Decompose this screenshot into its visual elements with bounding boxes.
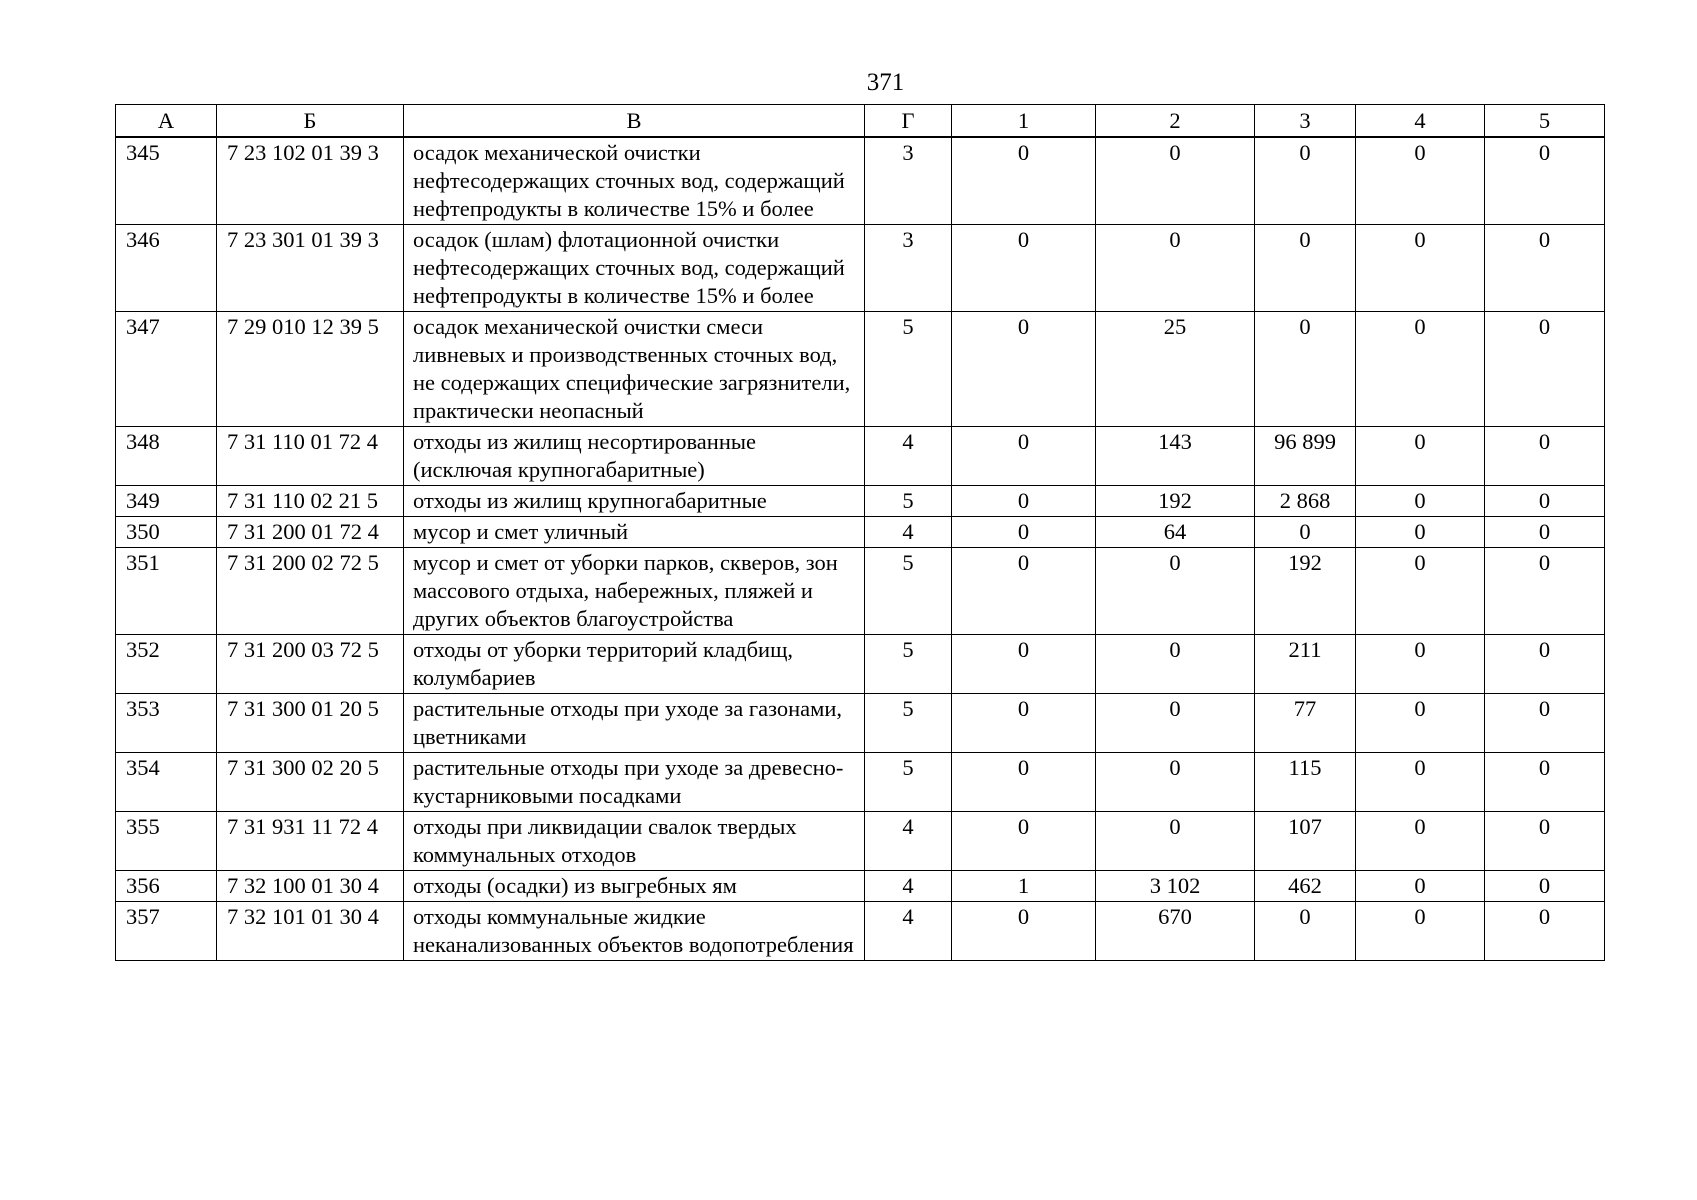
row-number-cell: 350 bbox=[116, 517, 217, 548]
value-cell-2: 0 bbox=[1096, 548, 1255, 635]
value-cell-5: 0 bbox=[1485, 312, 1605, 427]
table-row bbox=[116, 812, 1605, 871]
table-header bbox=[116, 105, 1605, 138]
value-cell-3: 0 bbox=[1255, 902, 1356, 961]
value-cell-3: 462 bbox=[1255, 871, 1356, 902]
row-number-cell: 348 bbox=[116, 427, 217, 486]
value-cell-4: 0 bbox=[1356, 225, 1485, 312]
hazard-class-cell: 5 bbox=[865, 486, 952, 517]
table-row bbox=[116, 902, 1605, 961]
waste-description-cell: отходы из жилищ крупногабаритные bbox=[404, 486, 865, 517]
waste-code-cell: 7 32 100 01 30 4 bbox=[217, 871, 404, 902]
row-number-cell: 345 bbox=[116, 137, 217, 225]
value-cell-3: 0 bbox=[1255, 312, 1356, 427]
waste-code-cell: 7 31 931 11 72 4 bbox=[217, 812, 404, 871]
value-cell-2: 0 bbox=[1096, 694, 1255, 753]
table-row bbox=[116, 635, 1605, 694]
value-cell-5: 0 bbox=[1485, 635, 1605, 694]
waste-description-cell: отходы (осадки) из выгребных ям bbox=[404, 871, 865, 902]
table-row bbox=[116, 225, 1605, 312]
waste-code-cell: 7 31 110 02 21 5 bbox=[217, 486, 404, 517]
value-cell-5: 0 bbox=[1485, 871, 1605, 902]
table-row bbox=[116, 517, 1605, 548]
value-cell-3: 192 bbox=[1255, 548, 1356, 635]
value-cell-2: 0 bbox=[1096, 225, 1255, 312]
waste-description-cell: осадок механической очистки нефтесодержащих сточных вод, содержащий нефтепродукты в количестве 15% и более bbox=[404, 137, 865, 225]
value-cell-2: 670 bbox=[1096, 902, 1255, 961]
value-cell-5: 0 bbox=[1485, 548, 1605, 635]
value-cell-2: 143 bbox=[1096, 427, 1255, 486]
value-cell-1: 1 bbox=[952, 871, 1096, 902]
value-cell-4: 0 bbox=[1356, 427, 1485, 486]
value-cell-1: 0 bbox=[952, 902, 1096, 961]
hazard-class-cell: 3 bbox=[865, 225, 952, 312]
value-cell-4: 0 bbox=[1356, 517, 1485, 548]
table-row bbox=[116, 694, 1605, 753]
value-cell-1: 0 bbox=[952, 137, 1096, 225]
column-header: 4 bbox=[1356, 105, 1485, 138]
row-number-cell: 351 bbox=[116, 548, 217, 635]
value-cell-1: 0 bbox=[952, 312, 1096, 427]
value-cell-4: 0 bbox=[1356, 635, 1485, 694]
column-header: Г bbox=[865, 105, 952, 138]
table-row bbox=[116, 548, 1605, 635]
row-number-cell: 354 bbox=[116, 753, 217, 812]
column-header: 2 bbox=[1096, 105, 1255, 138]
waste-description-cell: осадок (шлам) флотационной очистки нефтесодержащих сточных вод, содержащий нефтепродукты в количестве 15% и более bbox=[404, 225, 865, 312]
waste-description-cell: отходы коммунальные жидкие неканализованных объектов водопотребления bbox=[404, 902, 865, 961]
value-cell-5: 0 bbox=[1485, 694, 1605, 753]
hazard-class-cell: 5 bbox=[865, 694, 952, 753]
value-cell-4: 0 bbox=[1356, 548, 1485, 635]
value-cell-3: 77 bbox=[1255, 694, 1356, 753]
value-cell-1: 0 bbox=[952, 486, 1096, 517]
value-cell-2: 64 bbox=[1096, 517, 1255, 548]
value-cell-2: 192 bbox=[1096, 486, 1255, 517]
value-cell-3: 115 bbox=[1255, 753, 1356, 812]
value-cell-4: 0 bbox=[1356, 753, 1485, 812]
hazard-class-cell: 4 bbox=[865, 812, 952, 871]
value-cell-4: 0 bbox=[1356, 137, 1485, 225]
value-cell-4: 0 bbox=[1356, 812, 1485, 871]
value-cell-5: 0 bbox=[1485, 812, 1605, 871]
waste-code-cell: 7 23 301 01 39 3 bbox=[217, 225, 404, 312]
value-cell-5: 0 bbox=[1485, 427, 1605, 486]
waste-description-cell: отходы при ликвидации свалок твердых коммунальных отходов bbox=[404, 812, 865, 871]
row-number-cell: 355 bbox=[116, 812, 217, 871]
value-cell-4: 0 bbox=[1356, 312, 1485, 427]
value-cell-1: 0 bbox=[952, 427, 1096, 486]
waste-code-cell: 7 29 010 12 39 5 bbox=[217, 312, 404, 427]
value-cell-2: 3 102 bbox=[1096, 871, 1255, 902]
waste-code-cell: 7 23 102 01 39 3 bbox=[217, 137, 404, 225]
table-row bbox=[116, 312, 1605, 427]
value-cell-3: 96 899 bbox=[1255, 427, 1356, 486]
waste-description-cell: мусор и смет уличный bbox=[404, 517, 865, 548]
value-cell-5: 0 bbox=[1485, 225, 1605, 312]
value-cell-2: 25 bbox=[1096, 312, 1255, 427]
value-cell-5: 0 bbox=[1485, 753, 1605, 812]
value-cell-1: 0 bbox=[952, 548, 1096, 635]
value-cell-1: 0 bbox=[952, 517, 1096, 548]
column-header: 3 bbox=[1255, 105, 1356, 138]
value-cell-5: 0 bbox=[1485, 486, 1605, 517]
waste-table bbox=[115, 104, 1605, 961]
waste-code-cell: 7 32 101 01 30 4 bbox=[217, 902, 404, 961]
column-header: В bbox=[404, 105, 865, 138]
table-row bbox=[116, 427, 1605, 486]
value-cell-4: 0 bbox=[1356, 694, 1485, 753]
hazard-class-cell: 3 bbox=[865, 137, 952, 225]
waste-code-cell: 7 31 200 03 72 5 bbox=[217, 635, 404, 694]
page-number: 371 bbox=[866, 69, 905, 96]
waste-description-cell: мусор и смет от уборки парков, скверов, зон массового отдыха, набережных, пляжей и других объектов благоустройства bbox=[404, 548, 865, 635]
value-cell-2: 0 bbox=[1096, 635, 1255, 694]
value-cell-3: 211 bbox=[1255, 635, 1356, 694]
table-body bbox=[116, 137, 1605, 961]
value-cell-1: 0 bbox=[952, 225, 1096, 312]
hazard-class-cell: 4 bbox=[865, 427, 952, 486]
waste-code-cell: 7 31 110 01 72 4 bbox=[217, 427, 404, 486]
value-cell-5: 0 bbox=[1485, 902, 1605, 961]
waste-description-cell: отходы от уборки территорий кладбищ, колумбариев bbox=[404, 635, 865, 694]
row-number-cell: 349 bbox=[116, 486, 217, 517]
hazard-class-cell: 5 bbox=[865, 548, 952, 635]
value-cell-5: 0 bbox=[1485, 137, 1605, 225]
value-cell-5: 0 bbox=[1485, 517, 1605, 548]
hazard-class-cell: 4 bbox=[865, 517, 952, 548]
row-number-cell: 346 bbox=[116, 225, 217, 312]
waste-description-cell: растительные отходы при уходе за древесно-кустарниковыми посадками bbox=[404, 753, 865, 812]
waste-description-cell: осадок механической очистки смеси ливневых и производственных сточных вод, не содержащих специфические загрязнители, практически неопасный bbox=[404, 312, 865, 427]
value-cell-1: 0 bbox=[952, 812, 1096, 871]
value-cell-4: 0 bbox=[1356, 871, 1485, 902]
table-row bbox=[116, 137, 1605, 225]
column-header: А bbox=[116, 105, 217, 138]
row-number-cell: 356 bbox=[116, 871, 217, 902]
waste-code-cell: 7 31 300 01 20 5 bbox=[217, 694, 404, 753]
row-number-cell: 357 bbox=[116, 902, 217, 961]
waste-code-cell: 7 31 200 02 72 5 bbox=[217, 548, 404, 635]
table-row bbox=[116, 871, 1605, 902]
waste-description-cell: растительные отходы при уходе за газонами, цветниками bbox=[404, 694, 865, 753]
row-number-cell: 347 bbox=[116, 312, 217, 427]
value-cell-2: 0 bbox=[1096, 812, 1255, 871]
hazard-class-cell: 5 bbox=[865, 312, 952, 427]
column-header: 5 bbox=[1485, 105, 1605, 138]
value-cell-3: 0 bbox=[1255, 137, 1356, 225]
hazard-class-cell: 4 bbox=[865, 902, 952, 961]
row-number-cell: 352 bbox=[116, 635, 217, 694]
header-row bbox=[116, 105, 1605, 138]
waste-code-cell: 7 31 200 01 72 4 bbox=[217, 517, 404, 548]
waste-description-cell: отходы из жилищ несортированные (исключая крупногабаритные) bbox=[404, 427, 865, 486]
value-cell-2: 0 bbox=[1096, 137, 1255, 225]
hazard-class-cell: 5 bbox=[865, 753, 952, 812]
waste-code-cell: 7 31 300 02 20 5 bbox=[217, 753, 404, 812]
column-header: Б bbox=[217, 105, 404, 138]
column-header: 1 bbox=[952, 105, 1096, 138]
value-cell-3: 107 bbox=[1255, 812, 1356, 871]
hazard-class-cell: 4 bbox=[865, 871, 952, 902]
value-cell-2: 0 bbox=[1096, 753, 1255, 812]
value-cell-3: 0 bbox=[1255, 225, 1356, 312]
table-row bbox=[116, 486, 1605, 517]
value-cell-4: 0 bbox=[1356, 902, 1485, 961]
value-cell-1: 0 bbox=[952, 694, 1096, 753]
value-cell-4: 0 bbox=[1356, 486, 1485, 517]
value-cell-3: 0 bbox=[1255, 517, 1356, 548]
value-cell-1: 0 bbox=[952, 635, 1096, 694]
row-number-cell: 353 bbox=[116, 694, 217, 753]
table-row bbox=[116, 753, 1605, 812]
value-cell-3: 2 868 bbox=[1255, 486, 1356, 517]
value-cell-1: 0 bbox=[952, 753, 1096, 812]
hazard-class-cell: 5 bbox=[865, 635, 952, 694]
